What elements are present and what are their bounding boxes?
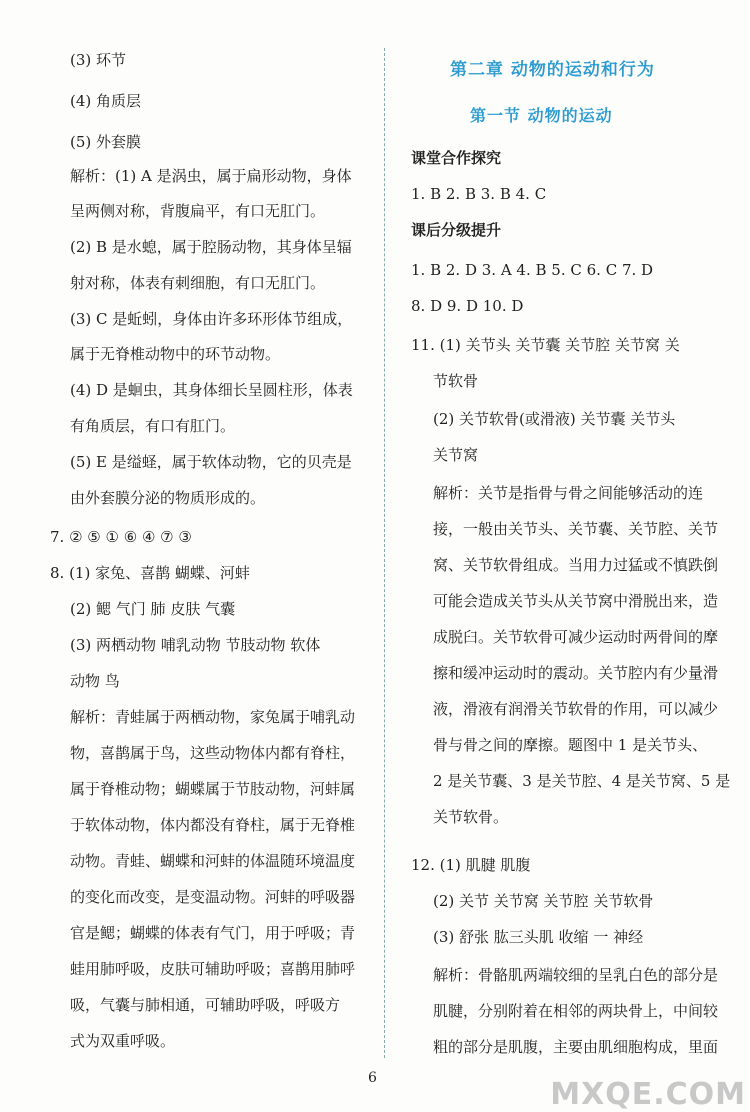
text-line: 于软体动物，体内都没有脊柱，属于无脊椎 (70, 816, 356, 834)
section-heading: 课堂合作探究 (411, 149, 502, 167)
column-divider (384, 48, 385, 1058)
text-line: 由外套膜分泌的物质形成的。 (70, 489, 266, 507)
text-line: 粗的部分是肌腹，主要由肌细胞构成，里面 (433, 1038, 719, 1056)
text-line: (2) 关节 关节窝 关节腔 关节软骨 (433, 892, 654, 910)
text-line: (3) 舒张 肱三头肌 收缩 一 神经 (433, 928, 644, 946)
text-line: 解析：骨骼肌两端较细的呈乳白色的部分是 (433, 966, 719, 984)
section-title: 第一节 动物的运动 (470, 106, 613, 125)
text-line: (2) B 是水螅，属于腔肠动物，其身体呈辐 (70, 238, 352, 256)
text-line: 式为双重呼吸。 (70, 1032, 176, 1050)
text-line: 1. B 2. D 3. A 4. B 5. C 6. C 7. D (411, 261, 654, 279)
text-line: 成脱臼。关节软骨可减少运动时两骨间的摩 (433, 628, 719, 646)
text-line: (3) 环节 (70, 51, 127, 69)
text-line: 蛙用肺呼吸，皮肤可辅助呼吸；喜鹊用肺呼 (70, 960, 356, 978)
text-line: (3) 两栖动物 哺乳动物 节肢动物 软体 (70, 636, 321, 654)
text-line: 的变化而改变，是变温动物。河蚌的呼吸器 (70, 888, 356, 906)
text-line: 关节软骨。 (433, 808, 509, 826)
text-line: 11. (1) 关节头 关节囊 关节腔 关节窝 关 (411, 336, 680, 354)
text-line: 官是鳃；蝴蝶的体表有气门，用于呼吸；青 (70, 924, 356, 942)
text-line: 7. ② ⑤ ① ⑥ ④ ⑦ ③ (50, 528, 192, 546)
text-line: 可能会造成关节头从关节窝中滑脱出来，造 (433, 592, 719, 610)
watermark-logo: MXQE.COM (550, 1077, 746, 1112)
text-line: 1. B 2. B 3. B 4. C (411, 185, 547, 203)
text-line: 擦和缓冲运动时的震动。关节腔内有少量滑 (433, 664, 719, 682)
text-line: 2 是关节囊、3 是关节腔、4 是关节窝、5 是 (433, 772, 731, 790)
text-line: 属于脊椎动物；蝴蝶属于节肢动物，河蚌属 (70, 780, 356, 798)
text-line: (4) 角质层 (70, 92, 142, 110)
text-line: 肌腱，分别附着在相邻的两块骨上，中间较 (433, 1002, 719, 1020)
text-line: 动物 鸟 (70, 672, 120, 690)
text-line: 物，喜鹊属于鸟，这些动物体内都有脊柱， (70, 744, 356, 762)
text-line: 有角质层，有口有肛门。 (70, 417, 236, 435)
text-line: (5) 外套膜 (70, 133, 142, 151)
text-line: 8. D 9. D 10. D (411, 297, 524, 315)
text-line: 射对称，体表有刺细胞，有口无肛门。 (70, 274, 326, 292)
text-line: 解析：(1) A 是涡虫，属于扁形动物，身体 (70, 167, 352, 185)
text-line: 属于无脊椎动物中的环节动物。 (70, 345, 281, 363)
text-line: (2) 鳃 气门 肺 皮肤 气囊 (70, 600, 236, 618)
page-number: 6 (368, 1070, 377, 1086)
text-line: (4) D 是蛔虫，其身体细长呈圆柱形，体表 (70, 381, 353, 399)
text-line: 动物。青蛙、蝴蝶和河蚌的体温随环境温度 (70, 852, 356, 870)
text-line: 关节窝 (433, 446, 479, 464)
text-line: 8. (1) 家兔、喜鹊 蝴蝶、河蚌 (50, 564, 250, 582)
text-line: 解析：青蛙属于两栖动物，家兔属于哺乳动 (70, 708, 356, 726)
text-line: (3) C 是蚯蚓，身体由许多环形体节组成， (70, 310, 353, 328)
text-line: 呈两侧对称，背腹扁平，有口无肛门。 (70, 202, 326, 220)
text-line: 接，一般由关节头、关节囊、关节腔、关节 (433, 520, 719, 538)
text-line: 液，滑液有润滑关节软骨的作用，可以减少 (433, 700, 719, 718)
text-line: 骨与骨之间的摩擦。题图中 1 是关节头、 (433, 736, 708, 754)
text-line: 节软骨 (433, 372, 479, 390)
text-line: 解析：关节是指骨与骨之间能够活动的连 (433, 484, 704, 502)
text-line: 吸，气囊与肺相通，可辅助呼吸，呼吸方 (70, 996, 341, 1014)
text-line: 窝、关节软骨组成。当用力过猛或不慎跌倒 (433, 556, 719, 574)
section-heading: 课后分级提升 (411, 221, 502, 239)
text-line: (5) E 是缢蛏，属于软体动物，它的贝壳是 (70, 453, 352, 471)
chapter-title: 第二章 动物的运动和行为 (450, 60, 655, 80)
text-line: (2) 关节软骨(或滑液) 关节囊 关节头 (433, 410, 676, 428)
text-line: 12. (1) 肌腱 肌腹 (411, 856, 531, 874)
